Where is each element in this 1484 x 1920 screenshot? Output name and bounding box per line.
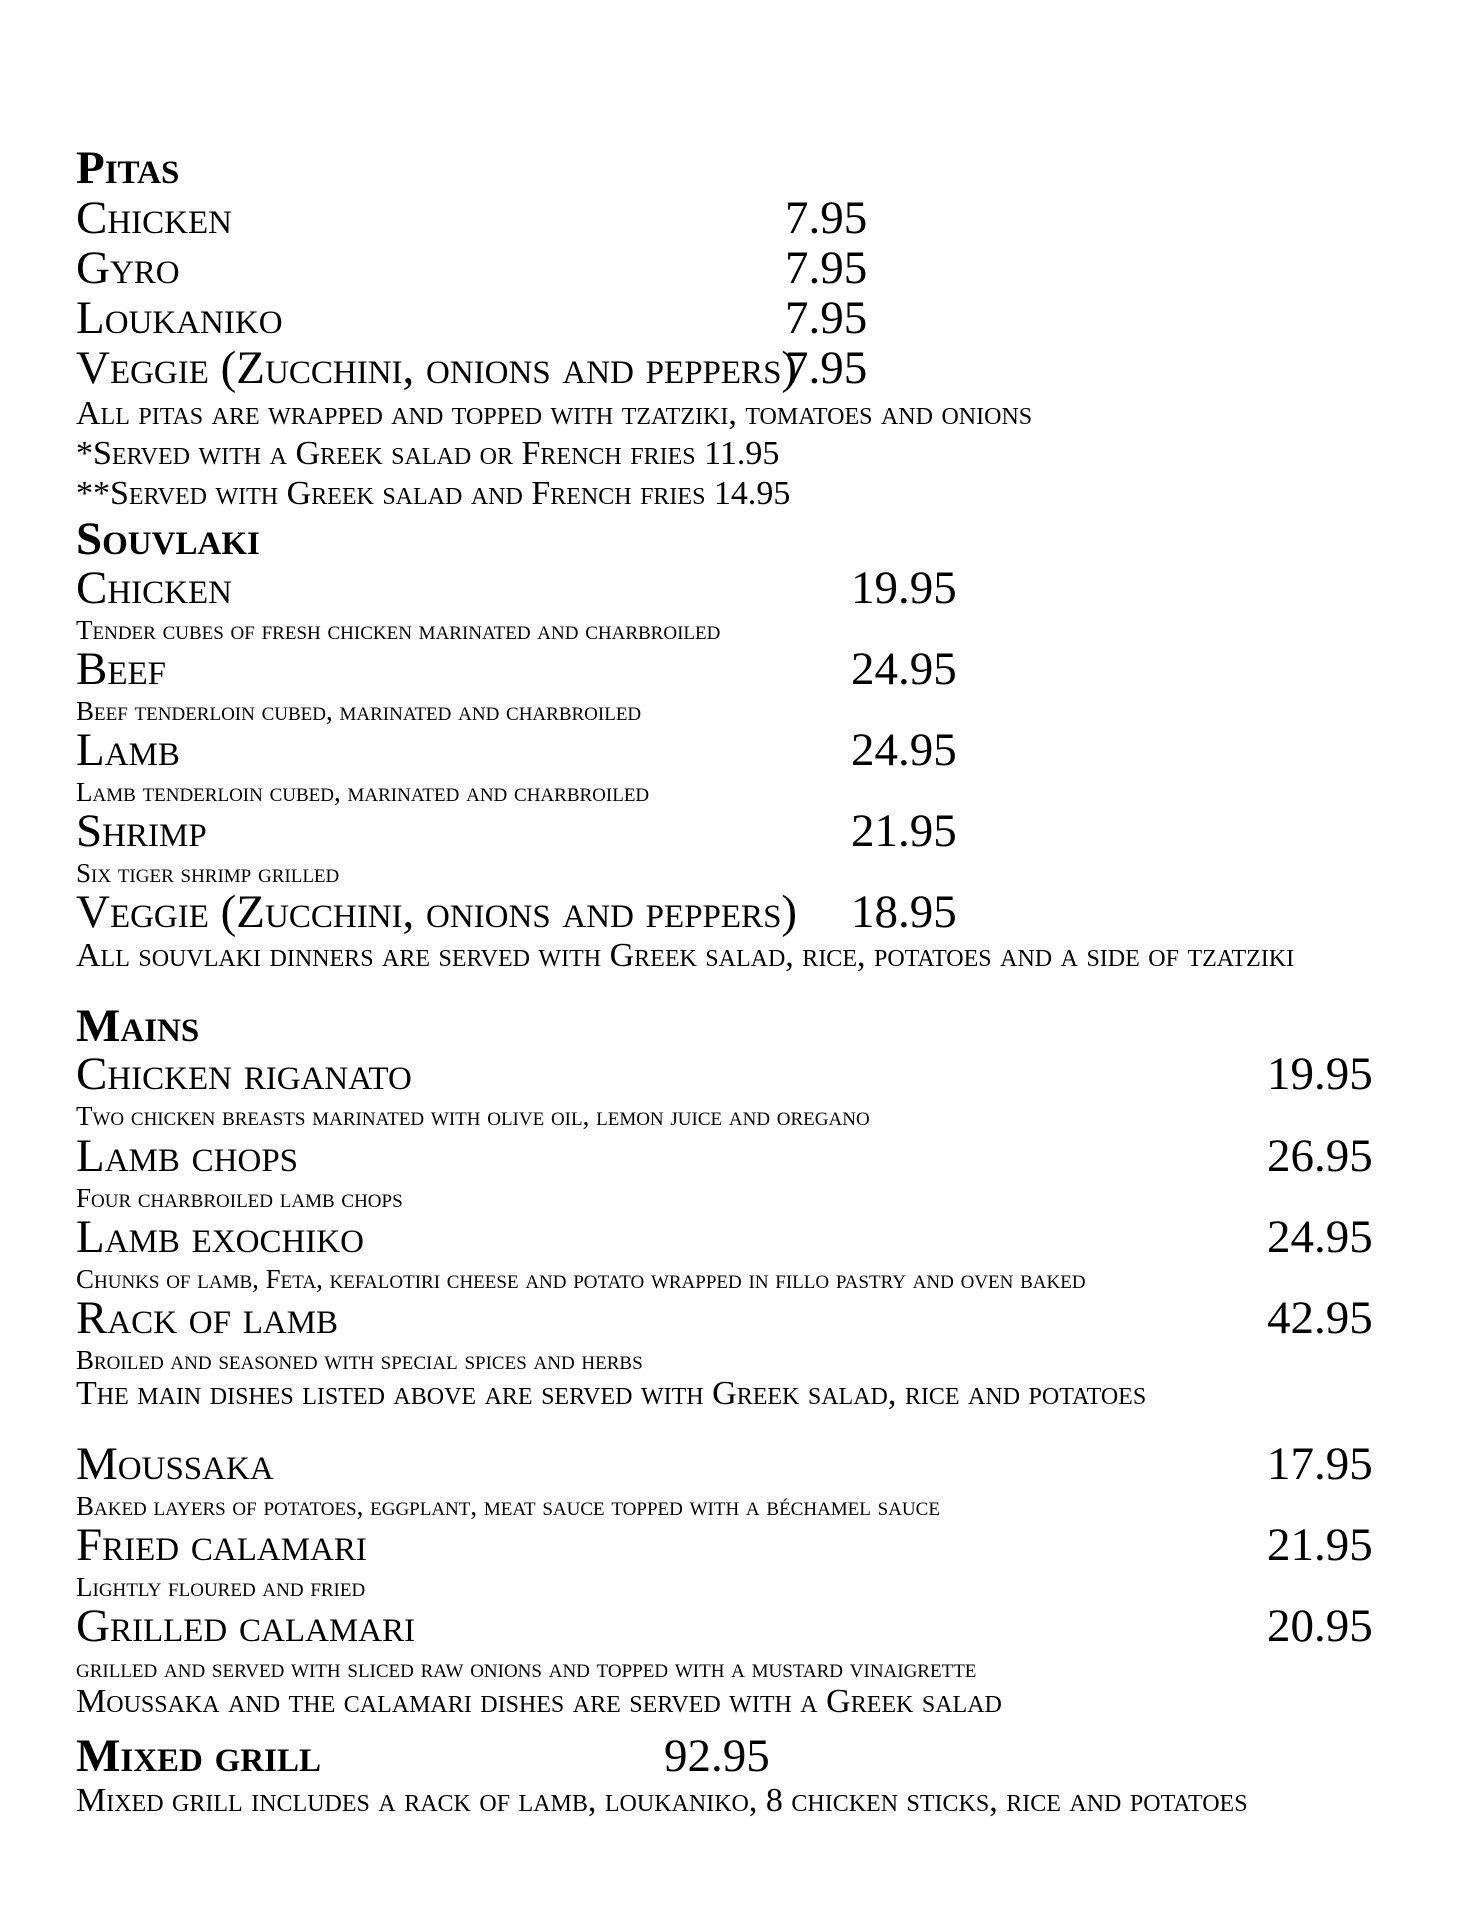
pita-item-name: Gyro (76, 242, 180, 294)
souvlaki-item-price: 24.95 (851, 724, 957, 776)
pita-item-price: 7.95 (785, 292, 868, 344)
section-title-souvlaki: Souvlaki (76, 513, 260, 565)
mains-item-price: 42.95 (1267, 1292, 1373, 1344)
mixed-grill-price: 92.95 (664, 1730, 770, 1782)
souvlaki-item-desc: Six tiger shrimp grilled (76, 858, 340, 888)
souvlaki-item-price: 18.95 (851, 886, 957, 938)
mains-item-price: 21.95 (1267, 1519, 1373, 1571)
souvlaki-item-price: 24.95 (851, 643, 957, 695)
mains-item-name: Chicken riganato (76, 1048, 412, 1100)
souvlaki-item-desc: Tender cubes of fresh chicken marinated and charbroiled (76, 615, 721, 645)
pitas-note: *Served with a Greek salad or French fries 11.95 (76, 435, 780, 472)
section-title-pitas: Pitas (76, 142, 180, 194)
mains-item-desc: Chunks of lamb, Feta, kefalotiri cheese and potato wrapped in fillo pastry and oven baked (76, 1264, 1086, 1294)
mains-item-price: 24.95 (1267, 1211, 1373, 1263)
souvlaki-item-name: Lamb (76, 724, 180, 776)
mains-item-name: Moussaka (76, 1438, 274, 1490)
souvlaki-note: All souvlaki dinners are served with Greek salad, rice, potatoes and a side of tzatziki (76, 937, 1295, 974)
mains-note: The main dishes listed above are served with Greek salad, rice and potatoes (76, 1375, 1147, 1412)
pita-item-price: 7.95 (785, 242, 868, 294)
mains-item-name: Rack of lamb (76, 1292, 339, 1344)
section-title-mixed-grill: Mixed grill (76, 1730, 321, 1782)
souvlaki-item-desc: Beef tenderloin cubed, marinated and charbroiled (76, 696, 642, 726)
pita-item-name: Chicken (76, 192, 233, 244)
pita-item-price: 7.95 (785, 342, 868, 394)
mains-item-name: Grilled calamari (76, 1600, 416, 1652)
mains-item-price: 20.95 (1267, 1600, 1373, 1652)
mains-item-desc: Broiled and seasoned with special spices and herbs (76, 1345, 643, 1375)
pita-item-price: 7.95 (785, 192, 868, 244)
souvlaki-item-price: 19.95 (851, 562, 957, 614)
mains-item-name: Lamb chops (76, 1130, 299, 1182)
pitas-note: **Served with Greek salad and French fries 14.95 (76, 475, 791, 512)
mains-item-desc: Baked layers of potatoes, eggplant, meat sauce topped with a béchamel sauce (76, 1491, 940, 1521)
souvlaki-item-name: Chicken (76, 562, 233, 614)
mains-item-price: 19.95 (1267, 1048, 1373, 1100)
mains-item-price: 26.95 (1267, 1130, 1373, 1182)
souvlaki-item-desc: Lamb tenderloin cubed, marinated and charbroiled (76, 777, 650, 807)
mains-item-name: Fried calamari (76, 1519, 367, 1571)
souvlaki-item-price: 21.95 (851, 805, 957, 857)
mains-item-name: Lamb exochiko (76, 1211, 364, 1263)
pitas-note: All pitas are wrapped and topped with tzatziki, tomatoes and onions (76, 395, 1033, 432)
mains-item-price: 17.95 (1267, 1438, 1373, 1490)
mains-note: Moussaka and the calamari dishes are served with a Greek salad (76, 1683, 1002, 1720)
pita-item-name: Loukaniko (76, 292, 283, 344)
souvlaki-item-name: Beef (76, 643, 167, 695)
souvlaki-item-name: Veggie (Zucchini, onions and peppers) (76, 886, 798, 938)
mains-item-desc: Four charbroiled lamb chops (76, 1183, 403, 1213)
mains-item-desc: Two chicken breasts marinated with olive oil, lemon juice and oregano (76, 1101, 870, 1131)
mixed-grill-note: Mixed grill includes a rack of lamb, loukaniko, 8 chicken sticks, rice and potatoes (76, 1782, 1248, 1819)
mains-item-desc: Lightly floured and fried (76, 1572, 366, 1602)
section-title-mains: Mains (76, 1000, 200, 1052)
pita-item-name: Veggie (Zucchini, onions and peppers) (76, 342, 798, 394)
souvlaki-item-name: Shrimp (76, 805, 207, 857)
mains-item-desc: grilled and served with sliced raw onions and topped with a mustard vinaigrette (76, 1653, 977, 1683)
